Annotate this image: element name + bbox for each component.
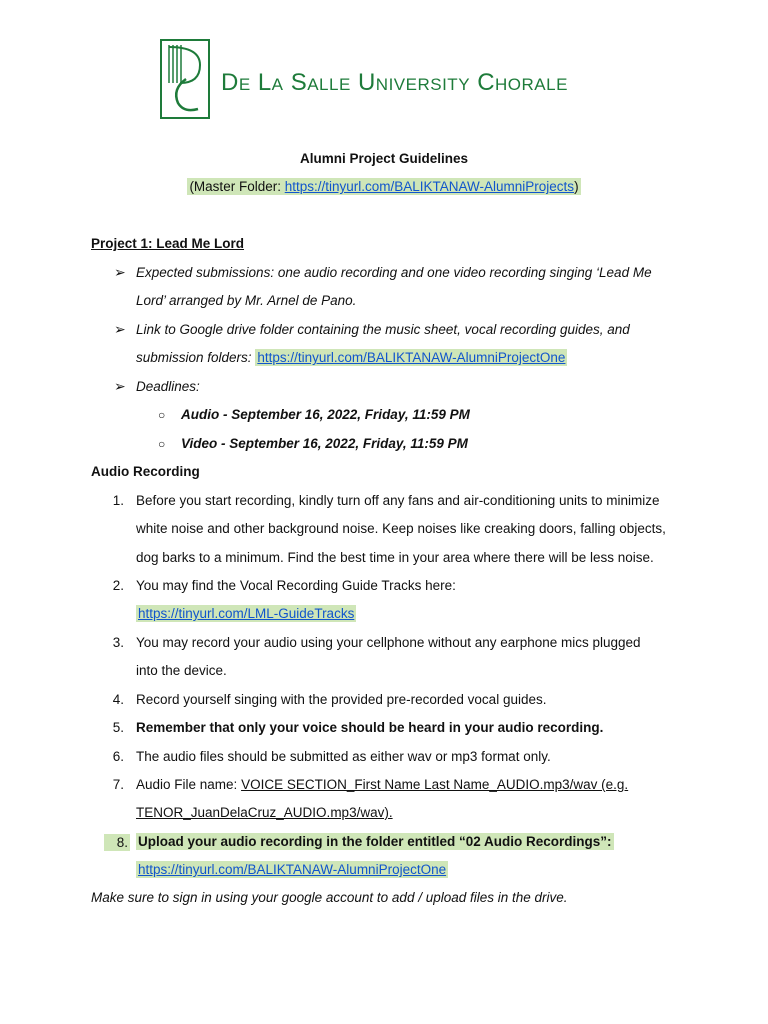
bullet-2-line-1: Link to Google drive folder containing the music sheet, vocal recording guides, and [136, 322, 630, 337]
item-7-line-1 [136, 777, 628, 792]
file-name-format: VOICE SECTION_First Name Last Name_AUDIO.mp3/wav (e.g. [241, 777, 629, 792]
item-1-line-3: dog barks to a minimum. Find the best time in your area where there will be less noise. [136, 550, 654, 565]
arrow-bullet-icon: ➢ [114, 378, 126, 394]
item-7-line-2: TENOR_JuanDelaCruz_AUDIO.mp3/wav). [136, 805, 393, 820]
arrow-bullet-icon: ➢ [114, 264, 126, 280]
project-heading: Project 1: Lead Me Lord [91, 236, 245, 251]
guide-tracks-link[interactable]: https://tinyurl.com/LML-GuideTracks [138, 606, 355, 621]
item-4: Record yourself singing with the provided pre-recorded vocal guides. [136, 692, 547, 707]
item-number: 4. [112, 692, 124, 707]
bullet-1-line-1: Expected submissions: one audio recording and one video recording singing ‘Lead Me [136, 265, 652, 280]
item-2-line-1: You may find the Vocal Recording Guide Tracks here: [136, 578, 456, 593]
master-folder-link[interactable]: https://tinyurl.com/BALIKTANAW-AlumniProjects [284, 179, 575, 194]
doc-title: Alumni Project Guidelines [299, 151, 469, 166]
circle-bullet-icon: ○ [158, 437, 166, 451]
item-7-prefix: Audio File name: [136, 777, 242, 792]
item-number: 1. [112, 493, 124, 508]
item-8-text: Upload your audio recording in the folder entitled “02 Audio Recordings”: [138, 834, 612, 849]
item-number: 3. [112, 635, 124, 650]
item-number: 7. [112, 777, 124, 792]
item-number: 8. [104, 834, 130, 851]
item-number: 5. [112, 720, 124, 735]
master-folder-line [0, 179, 768, 194]
bullet-1-line-2: Lord’ arranged by Mr. Arnel de Pano. [136, 293, 357, 308]
footer-note: Make sure to sign in using your google account to add / upload files in the drive. [91, 890, 568, 905]
item-8-link-line [136, 862, 448, 877]
master-folder-label: (Master Folder: [189, 179, 285, 194]
bullet-2-line-2 [136, 350, 567, 365]
circle-bullet-icon: ○ [158, 408, 166, 422]
item-8-line-1 [136, 834, 614, 849]
item-1-line-2: white noise and other background noise. Keep noises like creaking doors, falling objects, [136, 521, 666, 536]
item-1-line-1: Before you start recording, kindly turn off any fans and air-conditioning units to minimize [136, 493, 660, 508]
bullet-2-prefix: submission folders: [136, 350, 256, 365]
chorale-logo-icon [160, 39, 210, 119]
project-folder-link[interactable]: https://tinyurl.com/BALIKTANAW-AlumniProjectOne [257, 350, 566, 365]
master-folder-highlight [187, 178, 580, 195]
master-folder-close: ) [574, 179, 579, 194]
org-name: De La Salle University Chorale [221, 69, 568, 96]
item-number: 6. [112, 749, 124, 764]
item-5: Remember that only your voice should be heard in your audio recording. [136, 720, 604, 735]
item-number: 2. [112, 578, 124, 593]
audio-heading: Audio Recording [91, 464, 200, 479]
upload-folder-link[interactable]: https://tinyurl.com/BALIKTANAW-AlumniProjectOne [138, 862, 447, 877]
deadline-video: Video - September 16, 2022, Friday, 11:59 PM [181, 436, 468, 451]
deadline-audio: Audio - September 16, 2022, Friday, 11:59 PM [181, 407, 470, 422]
item-3-line-2: into the device. [136, 663, 227, 678]
item-3-line-1: You may record your audio using your cellphone without any earphone mics plugged [136, 635, 641, 650]
bullet-3: Deadlines: [136, 379, 200, 394]
item-2-link-line [136, 606, 356, 621]
arrow-bullet-icon: ➢ [114, 321, 126, 337]
item-6: The audio files should be submitted as either wav or mp3 format only. [136, 749, 551, 764]
